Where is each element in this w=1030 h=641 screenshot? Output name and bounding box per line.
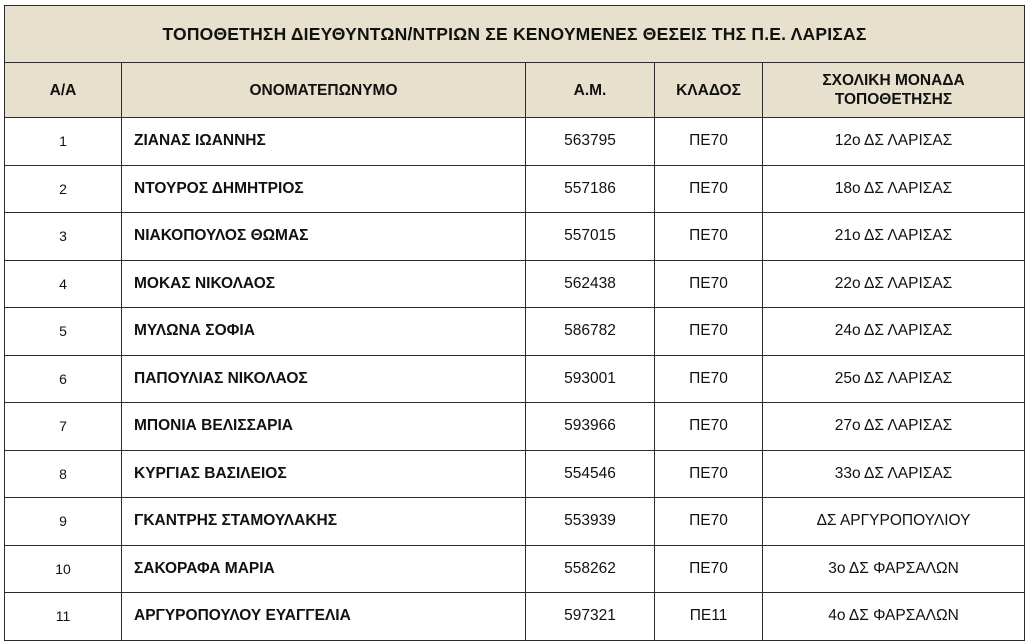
cell-am: 593966 [526,403,655,451]
table-row [5,308,1025,356]
column-header-school [763,63,1025,118]
column-header-school-line1: ΣΧΟΛΙΚΗ ΜΟΝΑΔΑ [822,72,965,89]
cell-school: 24ο ΔΣ ΛΑΡΙΣΑΣ [763,308,1025,356]
cell-am: 562438 [526,260,655,308]
cell-am: 558262 [526,545,655,593]
cell-num: 5 [5,308,122,356]
cell-branch: ΠΕ70 [655,450,763,498]
cell-school: 25ο ΔΣ ΛΑΡΙΣΑΣ [763,355,1025,403]
cell-am: 557186 [526,165,655,213]
cell-name: ΝΙΑΚΟΠΟΥΛΟΣ ΘΩΜΑΣ [122,213,526,261]
table-row [5,118,1025,166]
table-row [5,545,1025,593]
table-body [5,118,1025,641]
cell-name: ΣΑΚΟΡΑΦΑ ΜΑΡΙΑ [122,545,526,593]
cell-school: 27ο ΔΣ ΛΑΡΙΣΑΣ [763,403,1025,451]
cell-name: ΚΥΡΓΙΑΣ ΒΑΣΙΛΕΙΟΣ [122,450,526,498]
cell-branch: ΠΕ70 [655,545,763,593]
cell-school: 4ο ΔΣ ΦΑΡΣΑΛΩΝ [763,593,1025,641]
table-row [5,403,1025,451]
cell-school: 3ο ΔΣ ΦΑΡΣΑΛΩΝ [763,545,1025,593]
table-row [5,165,1025,213]
cell-num: 6 [5,355,122,403]
cell-num: 3 [5,213,122,261]
cell-branch: ΠΕ70 [655,213,763,261]
cell-name: ΜΟΚΑΣ ΝΙΚΟΛΑΟΣ [122,260,526,308]
column-header-am: Α.Μ. [526,63,655,118]
cell-school: 18ο ΔΣ ΛΑΡΙΣΑΣ [763,165,1025,213]
table-row [5,260,1025,308]
cell-num: 1 [5,118,122,166]
cell-school: 12ο ΔΣ ΛΑΡΙΣΑΣ [763,118,1025,166]
cell-name: ΠΑΠΟΥΛΙΑΣ ΝΙΚΟΛΑΟΣ [122,355,526,403]
cell-am: 593001 [526,355,655,403]
cell-num: 10 [5,545,122,593]
cell-school: 21ο ΔΣ ΛΑΡΙΣΑΣ [763,213,1025,261]
cell-name: ΖΙΑΝΑΣ ΙΩΑΝΝΗΣ [122,118,526,166]
cell-num: 7 [5,403,122,451]
column-header-name: ΟΝΟΜΑΤΕΠΩΝΥΜΟ [122,63,526,118]
cell-am: 563795 [526,118,655,166]
cell-am: 586782 [526,308,655,356]
cell-branch: ΠΕ70 [655,260,763,308]
cell-school: 22ο ΔΣ ΛΑΡΙΣΑΣ [763,260,1025,308]
table-row [5,355,1025,403]
cell-branch: ΠΕ70 [655,498,763,546]
table-row [5,593,1025,641]
cell-am: 597321 [526,593,655,641]
cell-am: 557015 [526,213,655,261]
cell-name: ΝΤΟΥΡΟΣ ΔΗΜΗΤΡΙΟΣ [122,165,526,213]
cell-num: 4 [5,260,122,308]
cell-school: 33ο ΔΣ ΛΑΡΙΣΑΣ [763,450,1025,498]
cell-num: 8 [5,450,122,498]
cell-name: ΓΚΑΝΤΡΗΣ ΣΤΑΜΟΥΛΑΚΗΣ [122,498,526,546]
cell-branch: ΠΕ70 [655,403,763,451]
column-header-school-line2: ΤΟΠΟΘΕΤΗΣΗΣ [834,91,953,108]
cell-am: 554546 [526,450,655,498]
cell-branch: ΠΕ70 [655,165,763,213]
cell-name: ΑΡΓΥΡΟΠΟΥΛΟΥ ΕΥΑΓΓΕΛΙΑ [122,593,526,641]
cell-num: 11 [5,593,122,641]
cell-am: 553939 [526,498,655,546]
table-row [5,450,1025,498]
cell-num: 9 [5,498,122,546]
cell-name: ΜΥΛΩΝΑ ΣΟΦΙΑ [122,308,526,356]
cell-branch: ΠΕ70 [655,355,763,403]
cell-num: 2 [5,165,122,213]
table-row [5,213,1025,261]
table-row [5,498,1025,546]
cell-branch: ΠΕ70 [655,118,763,166]
cell-school: ΔΣ ΑΡΓΥΡΟΠΟΥΛΙΟΥ [763,498,1025,546]
column-header-branch: ΚΛΑΔΟΣ [655,63,763,118]
column-header-num: Α/Α [5,63,122,118]
table-title: ΤΟΠΟΘΕΤΗΣΗ ΔΙΕΥΘΥΝΤΩΝ/ΝΤΡΙΩΝ ΣΕ ΚΕΝΟΥΜΕΝΕΣ ΘΕΣΕΙΣ ΤΗΣ Π.Ε. ΛΑΡΙΣΑΣ [5,6,1025,63]
cell-branch: ΠΕ70 [655,308,763,356]
cell-name: ΜΠΟΝΙΑ ΒΕΛΙΣΣΑΡΙΑ [122,403,526,451]
placement-table [4,5,1025,641]
cell-branch: ΠΕ11 [655,593,763,641]
